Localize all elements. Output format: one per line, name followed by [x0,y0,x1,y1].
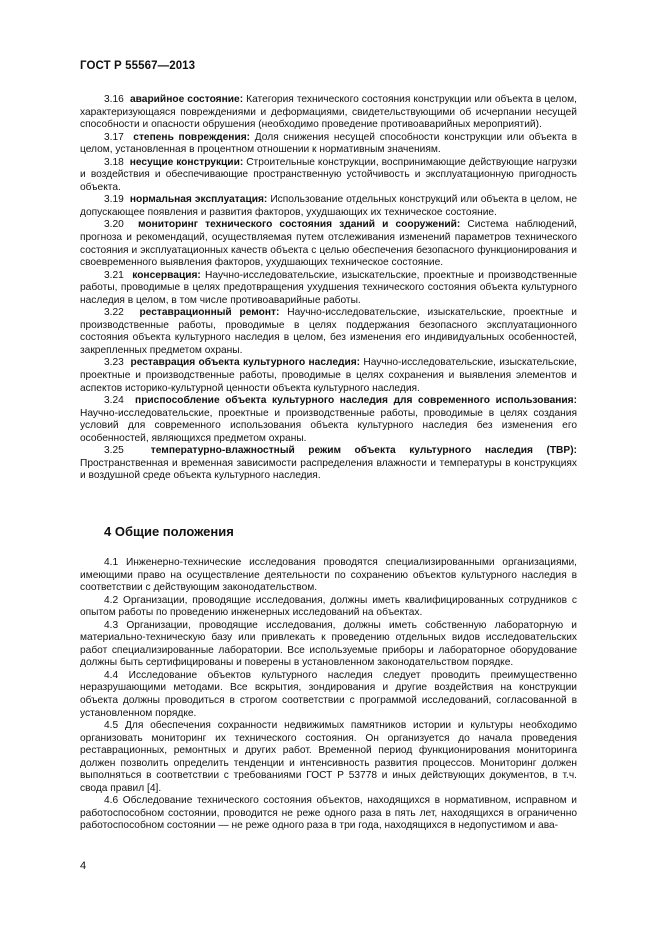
item-number: 4.4 [104,669,119,681]
definition-term: реставрационный ремонт: [139,307,280,319]
definition-term: приспособление объекта культурного наследия для современного использования: [135,395,577,407]
definition-term: несущие конструкции: [129,156,244,168]
standard-header: ГОСТ Р 55567—2013 [80,60,196,72]
item-number: 3.19 [104,194,124,206]
definition-term: нормальная эксплуатация: [129,194,268,206]
definition-item [80,270,577,308]
definition-text: Научно-исследовательские, проектные и производственные работы, проводимые в целях создания условий для современного использования объекта культурного наследия без изменения его особенностей, являющихся предметом охраны. [80,407,577,444]
provision-paragraph [80,720,577,795]
definition-item [80,194,577,219]
item-number: 3.24 [104,395,124,407]
item-number: 3.23 [104,357,124,369]
paragraph-text: Организации, проводящие исследования, должны иметь квалифицированных сотрудников с опытом работы по проведению инженерных исследований на объектах. [80,594,577,619]
paragraph-text: Исследование объектов культурного наследия следует проводить преимущественно неразрушающими методами. Все вскрытия, зондирования и другие воздействия на конструкции объекта должны проводиться в строгом соответствии с программой исследований, согласованной в установленном порядке. [80,669,577,719]
definition-text: Научно-исследовательские, изыскательские, проектные и производственные работы, проводимые в целях сохранения и выявления элементов и аспектов историко-культурной ценности объекта культурного наследия. [80,357,577,394]
paragraph-text: Организации, проводящие исследования, должны иметь собственную лабораторную и материально-техническую базу или привлекать к проведению отдельных видов исследовательских работ специализированные лаборатории. Все используемые приборы и лабораторное оборудование должны быть сертифицированы и поверены в установленном законодательством порядке. [80,619,577,669]
definition-item [80,357,577,395]
item-number: 4.2 [104,594,119,606]
definition-text: Доля снижения несущей способности конструкции или объекта в целом, установленная в процентном отношении к нормативным значениям. [80,131,577,156]
item-number: 3.20 [104,219,124,231]
provision-paragraph [80,620,577,670]
definition-item [80,94,577,132]
item-number: 3.17 [104,131,124,143]
definitions-block [80,94,577,483]
item-number: 3.21 [104,269,124,281]
general-provisions-block [80,557,577,833]
definition-term: консервация: [132,269,201,281]
definition-text: Пространственная и временная зависимости распределения влажности и температуры в конструкциях и воздушной среде объекта культурного наследия. [80,457,577,482]
definition-text: Использование отдельных конструкций или объекта в целом, не допускающее появления и развития факторов, ухудшающих их техническое состояние. [80,194,577,218]
provision-paragraph [80,557,577,595]
definition-item [80,157,577,195]
definition-term: температурно-влажностный режим объекта культурного наследия (ТВР): [150,445,577,457]
definition-text: Строительные конструкции, воспринимающие действующие нагрузки и воздействия и обеспечивающие пространственную устойчивость и эксплуатационную пригодность объекта. [80,156,577,193]
definition-text: Система наблюдений, прогноза и рекомендаций, осуществляемая путем отслеживания изменений параметров технического состояния и эксплуатационных качеств объекта с целью обеспечения безопасного функционирования и своевременного выявления факторов, ухудшающих техническое состояние. [80,219,577,269]
definition-item [80,132,577,157]
item-number: 4.5 [104,720,119,732]
item-number: 3.22 [104,307,124,319]
paragraph-text: Обследование технического состояния объектов, находящихся в нормативном, исправном и работоспособном состоянии, проводится не реже одного раза в пять лет, находящихся в ограниченно работоспособном состоянии — не реже одного раза в три года, находящихся в недопустимом и ава- [80,795,577,832]
definition-term: степень повреждения: [133,131,251,143]
definition-text: Научно-исследовательские, изыскательские, проектные и производственные работы, проводимые в целях поддержания безопасного эксплуатационного состояния объекта культурного наследия в целом, без изменения его индивидуальных особенностей, закрепленных предметом охраны. [80,307,577,356]
paragraph-text: Инженерно-технические исследования проводятся специализированными организациями, имеющими право на осуществление деятельности по сохранению объектов культурного наследия в соответствии с действующим законодательством. [80,557,577,594]
provision-paragraph [80,795,577,833]
paragraph-text: Для обеспечения сохранности недвижимых памятников истории и культуры необходимо организовать мониторинг их технического состояния. Он организуется до начала проведения реставрационных, ремонтных и других работ. Временной период функционирования мониторинга должен позволить определить тенденции и интенсивность развития процессов. Мониторинг должен выполняться в соответствии с требованиями ГОСТ Р 53778 и иных действующих документов, в т.ч. свода правил [4]. [80,720,577,794]
provision-paragraph [80,670,577,720]
item-number: 3.16 [104,94,124,105]
definition-term: аварийное состояние: [129,94,244,105]
definition-term: мониторинг технического состояния зданий и сооружений: [138,219,461,231]
item-number: 3.18 [104,156,124,168]
section-heading: 4 Общие положения [104,524,234,539]
item-number: 4.6 [104,795,119,807]
page-number: 4 [80,860,87,872]
definition-item [80,307,577,357]
item-number: 4.3 [104,619,119,631]
definition-term: реставрация объекта культурного наследия: [130,357,361,369]
provision-paragraph [80,595,577,620]
definition-item [80,219,577,269]
definition-text: Научно-исследовательские, изыскательские, проектные и производственные работы, проводимые в целях предотвращения ухудшения технического состояния объекта культурного наследия в целом, в том числе противоаварийные работы. [80,269,578,306]
definition-text: Категория технического состояния конструкции или объекта в целом, характеризующаяся повреждениями и деформациями, свидетельствующими об исчерпании несущей способности и опасности обрушения (необходимо проведение противоаварийных мероприятий). [80,94,577,131]
item-number: 3.25 [104,445,124,457]
item-number: 4.1 [104,557,119,568]
definition-item [80,395,577,445]
definition-item [80,445,577,483]
